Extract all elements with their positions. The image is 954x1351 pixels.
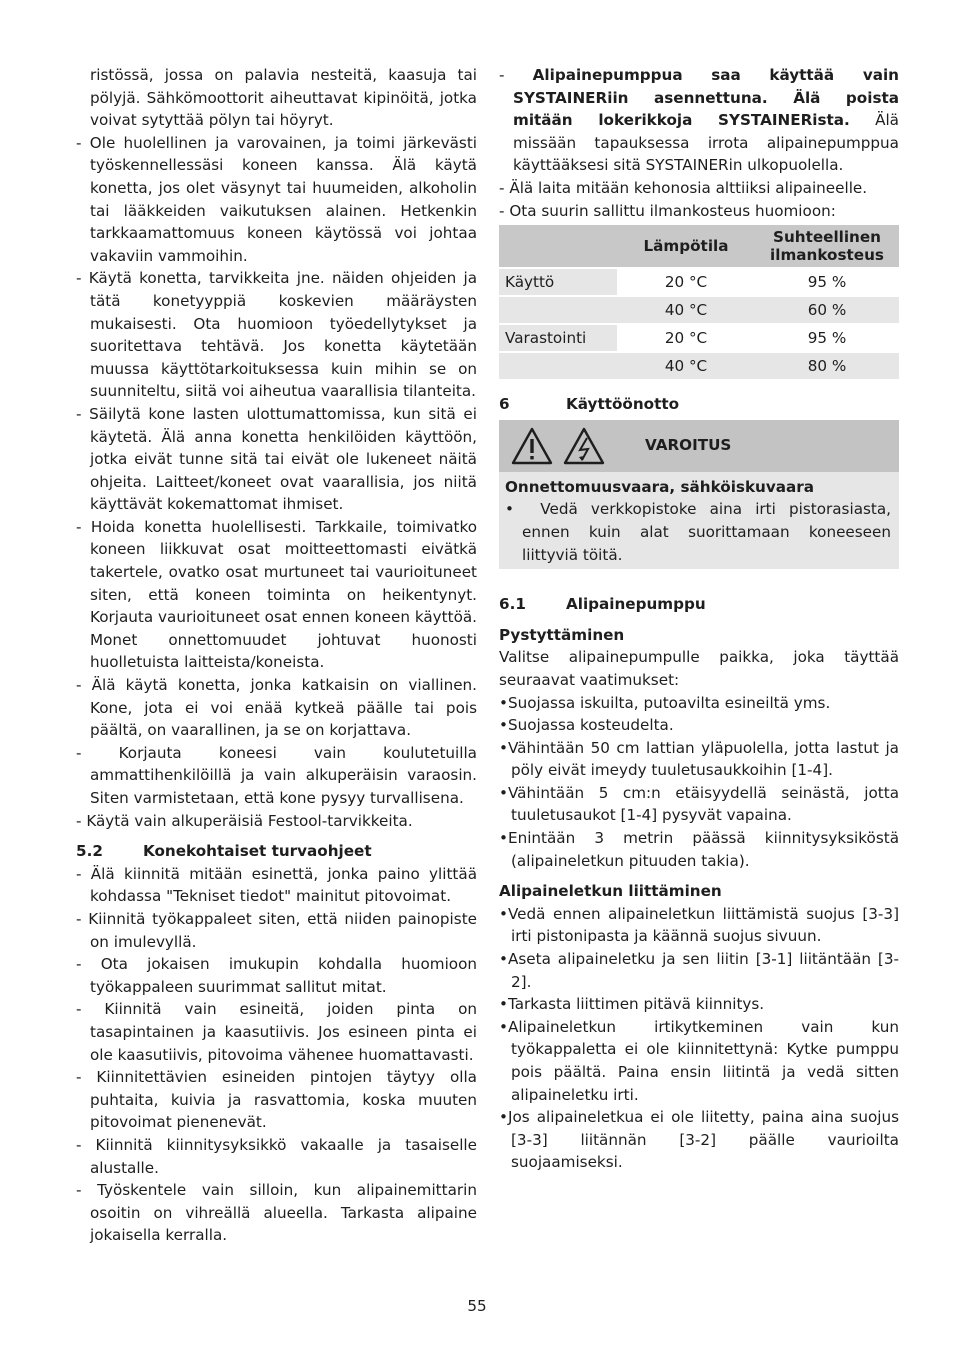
section-heading-5-2: 5.2 Konekohtaiset turvaohjeet — [76, 842, 372, 861]
humidity-table — [499, 225, 899, 379]
warning-header — [499, 420, 899, 472]
list-item: - Käytä vain alkuperäisiä Festool-tarvikkeita. — [76, 811, 413, 830]
table-header-row — [499, 225, 899, 268]
list-item: - Käytä konetta, tarvikkeita jne. näiden ohjeiden ja tätä konetyyppiä koskevien määräysten mukaisesti. Ota huomioon työedellytykset ja suoritettava tehtävä. Jos konetta käytetään muussa käyttötarkoituksessa kuin mihin se on suunniteltu, siitä voi aiheutua vaarallisia tilanteita. — [76, 269, 477, 401]
list-item: •Vähintään 5 cm:n etäisyydellä seinästä, jotta tuuletusaukot [1-4] pysyvät vapaina. — [499, 783, 899, 825]
warning-subtitle: Onnettomuusvaara, sähköiskuvaara — [505, 477, 814, 496]
left-column — [76, 64, 477, 1247]
warning-text: • Vedä verkkopistoke aina irti pistorasiasta, ennen kuin alat suorittamaan koneeseen liittyviä töitä. — [505, 500, 891, 564]
table-cell: 60 % — [755, 296, 899, 324]
table-row — [499, 296, 899, 324]
list-item: - Kiinnitettävien esineiden pintojen täytyy olla puhtaita, kuivia ja rasvattomia, koska muuten pitovoimat pienenevät. — [76, 1068, 477, 1132]
list-item: - Säilytä kone lasten ulottumattomissa, kun sitä ei käytetä. Älä anna konetta henkilöiden käyttöön, jotka eivät tunne sitä tai eivät ole lukeneet näitä ohjeita. Laitteet/koneet ovat vaarallisia, jos niitä käyttävät kokemattomat ihmiset. — [76, 404, 477, 514]
table-cell: 80 % — [755, 352, 899, 379]
list-item: •Jos alipaineletkua ei ole liitetty, paina aina suojus [3-3] liitännän [3-2] päälle vaurioilta suojaamiseksi. — [499, 1108, 899, 1172]
table-cell: Käyttö — [499, 268, 617, 296]
list-item: •Suojassa kosteudelta. — [499, 716, 674, 735]
list-item: •Vedä ennen alipaineletkun liittämistä suojus [3-3] irti pistonipasta ja käännä suojus sivuun. — [499, 904, 899, 946]
section-heading-6-1: 6.1 Alipainepumppu — [499, 595, 706, 614]
section-heading-6: 6 Käyttöönotto — [499, 395, 680, 414]
table-cell: 95 % — [755, 268, 899, 296]
warning-triangle-icon — [511, 427, 553, 465]
list-item: - Korjauta koneesi vain koulutetuilla ammattihenkilöillä ja vain alkuperäisin varaosin. Siten varmistetaan, että kone pysyy turvallisena. — [76, 743, 477, 807]
warning-body — [499, 472, 899, 569]
table-cell: 20 °C — [617, 268, 755, 296]
table-header-cell: Lämpötila — [617, 225, 755, 268]
warning-icons — [511, 427, 645, 465]
table-header-cell: Suhteellinen ilmankosteus — [755, 225, 899, 268]
list-item: •Vähintään 50 cm lattian yläpuolella, jotta lastut ja pöly eivät imeydy tuuletusaukkoihin [1-4]. — [499, 738, 899, 780]
list-item: - Älä kiinnitä mitään esinettä, jonka paino ylittää kohdassa "Tekniset tiedot" mainitut pitovoimat. — [76, 864, 477, 906]
subheading-pystyttaminen: Pystyttäminen — [499, 625, 625, 644]
list-item: - Alipainepumppua saa käyttää vain SYSTAINERiin asennettuna. Älä poista mitään lokerikkoja SYSTAINERista. Älä missään tapauksessa irrota alipainepumppua käyttääksesi sitä SYSTAINERin ulkopuolella. — [499, 66, 899, 175]
table-cell: 95 % — [755, 324, 899, 352]
table-cell: 20 °C — [617, 324, 755, 352]
right-column — [499, 64, 899, 1174]
table-header-cell — [499, 225, 617, 268]
warning-title: VAROITUS — [645, 436, 732, 455]
table-cell — [499, 296, 617, 324]
table-cell: 40 °C — [617, 296, 755, 324]
list-item: - Kiinnitä vain esineitä, joiden pinta on tasapintainen ja kaasutiivis. Jos esineen pinta ei ole kaasutiivis, pitovoima vähenee huomattavasti. — [76, 1000, 478, 1064]
list-item: - Ota suurin sallittu ilmankosteus huomioon: — [499, 201, 836, 220]
electric-shock-icon — [563, 427, 605, 465]
intro-paragraph: ristössä, jossa on palavia nesteitä, kaasuja tai pölyjä. Sähkömoottorit aiheuttavat kipinöitä, jotka voivat sytyttää pölyn tai höyryt. — [90, 66, 477, 130]
page-number: 55 — [467, 1297, 487, 1315]
list-item: •Tarkasta liittimen pitävä kiinnitys. — [499, 995, 765, 1014]
table-row — [499, 324, 899, 352]
table-row — [499, 352, 899, 379]
list-item: - Älä laita mitään kehonosia alttiiksi alipaineelle. — [499, 178, 868, 197]
table-cell: Varastointi — [499, 324, 617, 352]
list-item: - Työskentele vain silloin, kun alipainemittarin osoitin on vihreällä alueella. Tarkasta alipaine jokaisella kerralla. — [76, 1181, 477, 1245]
list-item: - Ota jokaisen imukupin kohdalla huomioon työkappaleen suurimmat sallitut mitat. — [76, 955, 478, 996]
list-item: •Aseta alipaineletku ja sen liitin [3-1] liitäntään [3-2]. — [499, 950, 899, 991]
list-item: •Alipaineletkun irtikytkeminen vain kun työkappaletta ei ole kiinnitettynä: Kytke pumppu pois päältä. Paina ensin liitintä ja vedä sitten alipaineletku irti. — [499, 1017, 899, 1104]
paragraph: Valitse alipainepumpulle paikka, joka täyttää seuraavat vaatimukset: — [499, 648, 899, 689]
table-row — [499, 268, 899, 296]
table-cell — [499, 352, 617, 379]
list-item: - Hoida konetta huolellisesti. Tarkkaile, toimivatko koneen liikkuvat osat moitteettomasti eivätkä takertele, ovatko osat murtuneet tai vaurioituneet siten, että koneen toiminta on heikentynyt. Korjauta vaurioituneet osat ennen koneen käyttöä. Monet onnettomuudet johtuvat huonosti huolletuista laitteista/koneista. — [76, 517, 478, 672]
list-item: - Älä käytä konetta, jonka katkaisin on viallinen. Kone, jota ei voi enää kytkeä päälle tai pois päältä, on vaarallinen, ja se on korjattava. — [76, 676, 477, 740]
list-item: •Enintään 3 metrin päässä kiinnitysyksiköstä (alipaineletkun pituuden takia). — [499, 829, 899, 870]
list-item: •Suojassa iskuilta, putoavilta esineiltä yms. — [499, 693, 831, 712]
list-item: - Kiinnitä kiinnitysyksikkö vakaalle ja tasaiselle alustalle. — [76, 1135, 477, 1177]
list-item: - Ole huolellinen ja varovainen, ja toimi järkevästi työskennellessäsi koneen kanssa. Älä käytä konetta, jos olet väsynyt tai huumeiden, alkoholin tai lääkkeiden vaikutuksen alainen. Hetkenkin tarkkaamattomuus koneen käytössä voi johtaa vakaviin vammoihin. — [76, 133, 478, 265]
subheading-liittaminen: Alipaineletkun liittäminen — [499, 882, 722, 901]
list-item: - Kiinnitä työkappaleet siten, että niiden painopiste on imulevyllä. — [76, 909, 477, 951]
table-cell: 40 °C — [617, 352, 755, 379]
